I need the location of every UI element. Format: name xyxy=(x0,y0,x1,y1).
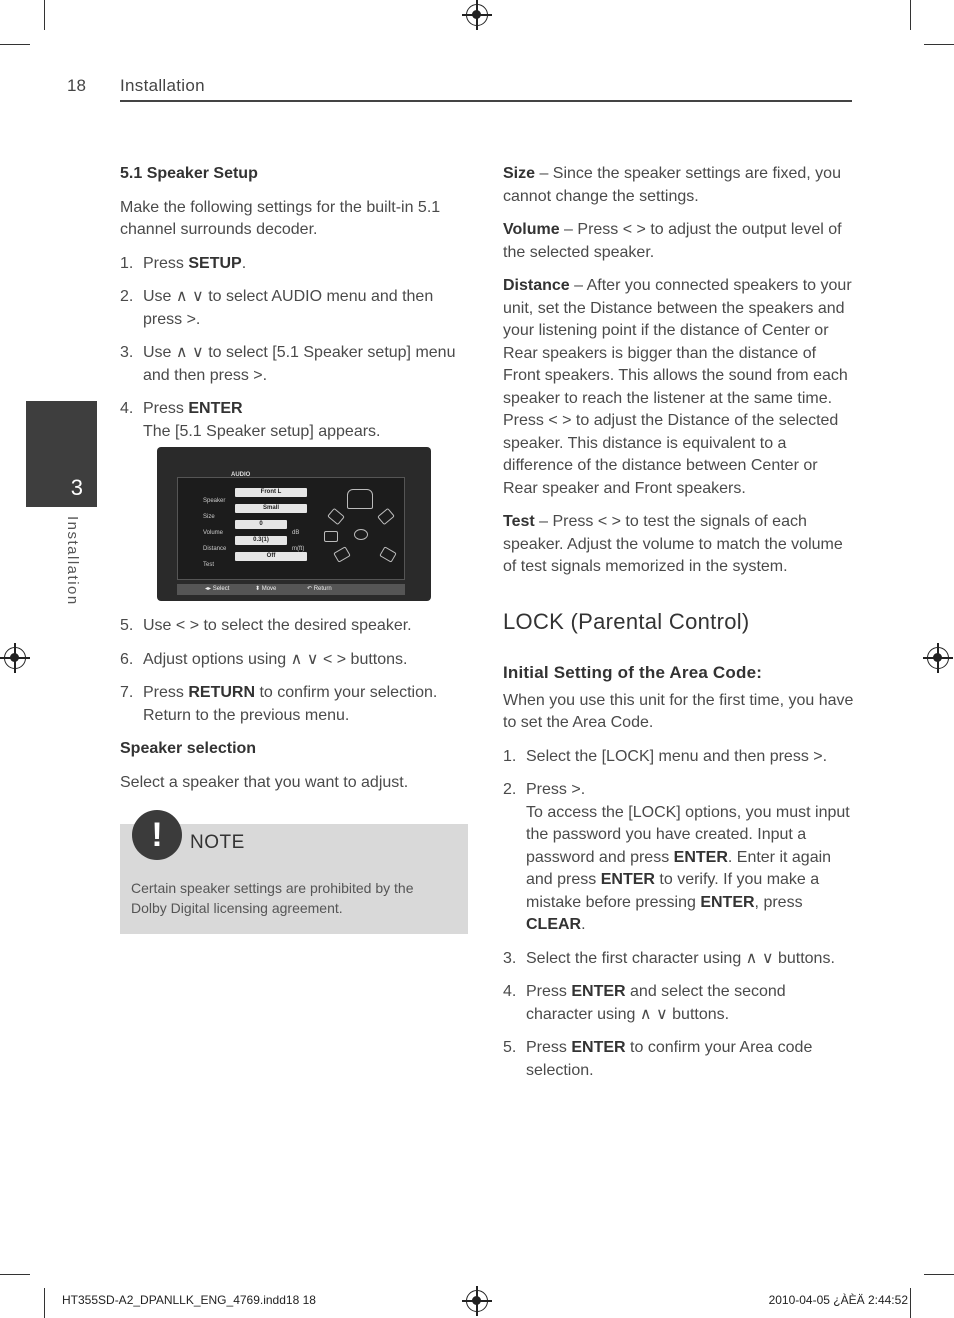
speaker-selection-text: Select a speaker that you want to adjust. xyxy=(120,773,409,791)
lock-heading: LOCK (Parental Control) xyxy=(503,608,750,634)
list-item xyxy=(120,682,470,727)
list-item xyxy=(120,398,470,443)
listener-icon xyxy=(354,529,368,540)
step-keyword: ENTER xyxy=(188,400,243,417)
param-text: – After you connected speakers to your unit, set the Distance between the speakers and your listening point if the distance of Center or Rear speakers is bigger than the distance of Front speakers. This allows the sound from each speaker to reach the listener at the same time. Press < > to adjust the Distance of the selected speaker. This distance is equivalent to a difference of the distance between Center or Rear speaker and Front speakers. xyxy=(503,277,852,497)
list-item xyxy=(503,981,855,1026)
step-number: 5. xyxy=(503,1039,517,1056)
step-number: 4. xyxy=(120,400,134,417)
param-term: Test xyxy=(503,513,535,530)
step-number: 3. xyxy=(503,949,517,967)
osd-help-move: ⬍ Move xyxy=(255,586,277,592)
setup-steps-list-continued xyxy=(120,615,470,727)
list-item xyxy=(120,342,470,387)
osd-row-value: 0.3(1) xyxy=(235,536,287,545)
exclamation-icon: ! xyxy=(132,810,182,860)
setup-steps-list xyxy=(120,253,470,444)
param-term: Size xyxy=(503,165,536,182)
osd-row-value: 0 xyxy=(235,520,287,529)
param-size xyxy=(503,163,855,208)
header-rule xyxy=(120,100,852,102)
osd-help-bar xyxy=(177,584,405,595)
speaker-setup-osd-image xyxy=(157,447,431,601)
registration-mark-icon xyxy=(466,4,488,26)
step-text: Use ∧ ∨ to select AUDIO menu and then press >. xyxy=(143,288,434,328)
step-text: Press xyxy=(526,1039,572,1056)
step-text: Select the [LOCK] menu and then press >. xyxy=(526,747,828,765)
page-number: 18 xyxy=(67,76,86,95)
step-text: . Enter it again and press xyxy=(526,848,832,888)
step-keyword: SETUP xyxy=(188,254,242,272)
step-text: Press xyxy=(143,400,189,417)
step-keyword: ENTER xyxy=(673,848,728,866)
crop-mark xyxy=(0,44,30,45)
osd-row-value: Off xyxy=(235,552,307,561)
osd-row-label: Speaker xyxy=(203,498,226,504)
list-item xyxy=(503,779,855,937)
osd-row-value: Front L xyxy=(235,488,307,497)
list-item xyxy=(120,253,470,276)
crop-mark xyxy=(924,1274,954,1275)
list-item xyxy=(503,1037,855,1082)
osd-row-label: Volume xyxy=(203,530,224,536)
osd-row-unit: m(ft) xyxy=(292,546,305,552)
param-text: – Since the speaker settings are fixed, you cannot change the settings. xyxy=(503,165,841,205)
step-text: Press xyxy=(526,983,572,1000)
osd-row-label: Distance xyxy=(203,546,227,552)
param-volume xyxy=(503,219,855,264)
registration-mark-icon xyxy=(466,1290,488,1312)
osd-row-value: Small xyxy=(235,504,307,513)
list-item xyxy=(503,746,855,769)
step-keyword: ENTER xyxy=(571,1039,626,1056)
left-column xyxy=(120,163,470,934)
param-distance xyxy=(503,275,855,500)
step-text: Use < > to select the desired speaker. xyxy=(143,617,412,634)
page-section-title: Installation xyxy=(120,76,205,95)
step-text: Use ∧ ∨ to select [5.1 Speaker setup] menu and then press >. xyxy=(143,344,456,384)
step-text: To access the [LOCK] options, you must input the password you have created. Input a password and press xyxy=(526,803,850,866)
step-number: 1. xyxy=(120,254,134,272)
param-term: Volume xyxy=(503,221,560,238)
area-code-heading: Initial Setting of the Area Code: xyxy=(503,663,763,682)
crop-mark xyxy=(44,0,45,30)
speaker-selection-heading: Speaker selection xyxy=(120,740,257,757)
step-number: 7. xyxy=(120,684,134,701)
list-item xyxy=(503,948,855,971)
list-item xyxy=(120,649,470,672)
step-text: Press >. xyxy=(526,781,586,798)
osd-row-label: Test xyxy=(203,562,215,568)
footer-timestamp: 2010-04-05 ¿ÀÈÄ 2:44:52 xyxy=(768,1293,908,1307)
param-term: Distance xyxy=(503,277,570,294)
step-keyword: ENTER xyxy=(600,871,655,888)
step-keyword: ENTER xyxy=(700,893,755,911)
registration-mark-icon xyxy=(927,647,949,669)
step-text: , press xyxy=(754,893,803,911)
note-text: Certain speaker settings are prohibited by the Dolby Digital licensing agreement. xyxy=(131,880,414,916)
area-code-intro: When you use this unit for the first time, you have to set the Area Code. xyxy=(503,691,854,731)
step-number: 2. xyxy=(503,781,517,798)
step-text: to confirm your Area code selection. xyxy=(526,1039,813,1079)
crop-mark xyxy=(910,0,911,30)
chapter-tab xyxy=(26,401,97,507)
osd-help-select: ◂▸ Select xyxy=(205,586,230,592)
crop-mark xyxy=(44,1288,45,1318)
osd-row-unit: dB xyxy=(292,530,300,536)
speaker-icon xyxy=(347,489,373,509)
note-title: NOTE xyxy=(190,832,245,853)
osd-row-label: Size xyxy=(203,514,215,520)
footer-file-info: HT355SD-A2_DPANLLK_ENG_4769.indd18 18 xyxy=(62,1293,316,1307)
param-text: – Press < > to test the signals of each speaker. Adjust the volume to match the volume of test signals memorized in the system. xyxy=(503,513,843,575)
area-code-steps-list xyxy=(503,746,855,1083)
step-subtext: The [5.1 Speaker setup] appears. xyxy=(143,422,381,440)
step-number: 6. xyxy=(120,650,134,668)
list-item xyxy=(120,286,470,331)
osd-title: AUDIO xyxy=(231,472,251,478)
param-test xyxy=(503,511,855,579)
param-text: – Press < > to adjust the output level of the selected speaker. xyxy=(503,221,842,261)
crop-mark xyxy=(924,44,954,45)
note-box xyxy=(120,816,468,934)
step-keyword: ENTER xyxy=(571,983,626,1000)
osd-help-return: ↶ Return xyxy=(307,586,332,592)
step-text: and select the second character using ∧ ∨ buttons. xyxy=(526,983,786,1023)
step-text: Press xyxy=(143,684,189,701)
speaker-setup-intro: Make the following settings for the built-in 5.1 channel surrounds decoder. xyxy=(120,198,441,238)
step-number: 1. xyxy=(503,747,517,765)
chapter-number: 3 xyxy=(70,475,83,500)
chapter-label: Installation xyxy=(64,516,81,606)
step-number: 5. xyxy=(120,617,134,634)
registration-mark-icon xyxy=(4,647,26,669)
step-text: to confirm your selection. Return to the previous menu. xyxy=(143,684,438,724)
step-text: Press xyxy=(143,254,189,272)
crop-mark xyxy=(910,1288,911,1318)
speaker-icon xyxy=(324,531,338,542)
step-number: 2. xyxy=(120,288,134,305)
step-number: 4. xyxy=(503,983,517,1000)
step-text: Select the first character using ∧ ∨ buttons. xyxy=(526,949,835,967)
step-keyword: RETURN xyxy=(188,684,256,701)
step-text: . xyxy=(241,254,247,272)
crop-mark xyxy=(0,1274,30,1275)
speaker-setup-heading: 5.1 Speaker Setup xyxy=(120,165,258,182)
step-keyword: CLEAR xyxy=(526,916,582,933)
step-number: 3. xyxy=(120,344,134,361)
step-text: . xyxy=(581,916,586,933)
step-text: to verify. If you make a mistake before pressing xyxy=(526,871,820,911)
list-item xyxy=(120,615,470,638)
right-column xyxy=(503,163,855,1093)
step-text: Adjust options using ∧ ∨ < > buttons. xyxy=(143,650,408,668)
